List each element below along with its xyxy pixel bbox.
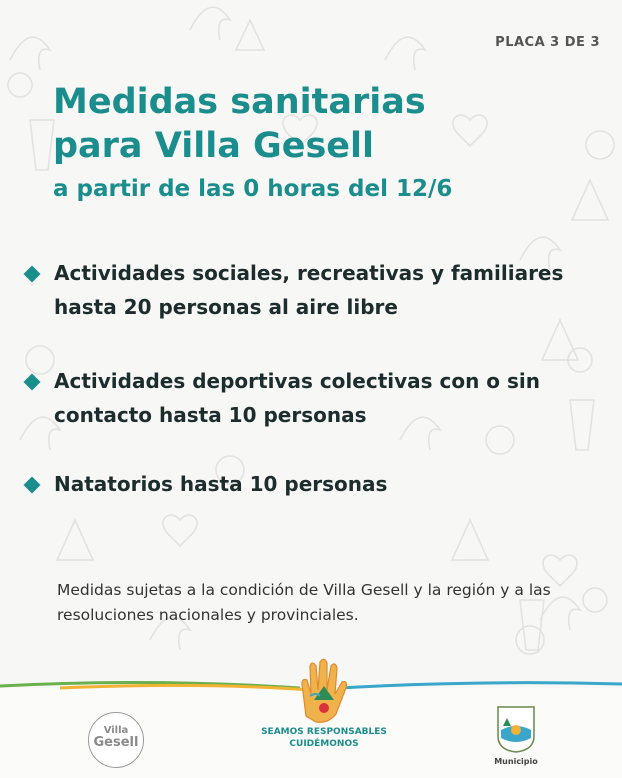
- list-item: [22, 364, 594, 432]
- hand-icon: [296, 656, 352, 726]
- list-item-text: Actividades sociales, recreativas y familiares hasta 20 personas al aire libre: [54, 261, 564, 319]
- slide-counter: PLACA 3 DE 3: [495, 35, 600, 50]
- diamond-bullet-icon: [24, 374, 41, 391]
- campaign-slogan: [260, 726, 388, 750]
- campaign-line-2: CUIDÉMONOS: [289, 739, 359, 749]
- list-item: [22, 467, 594, 501]
- subtitle: a partir de las 0 horas del 12/6: [53, 176, 453, 202]
- diamond-bullet-icon: [24, 477, 41, 494]
- municipio-crest-icon: [495, 704, 537, 754]
- list-item-text: Natatorios hasta 10 personas: [54, 472, 388, 496]
- page-title: [53, 80, 426, 168]
- title-line-2: para Villa Gesell: [53, 126, 375, 166]
- disclaimer-note: Medidas sujetas a la condición de Villa Gesell y la región y a las resoluciones nacionales y provinciales.: [57, 581, 551, 624]
- list-item: [22, 256, 594, 324]
- logo-text-line-2: Gesell: [93, 735, 139, 750]
- villa-gesell-logo: [88, 712, 144, 768]
- diamond-bullet-icon: [24, 266, 41, 283]
- title-line-1: Medidas sanitarias: [53, 82, 426, 122]
- logo-text-line-1: Villa: [103, 725, 129, 736]
- list-item-text: Actividades deportivas colectivas con o sin contacto hasta 10 personas: [54, 369, 541, 427]
- campaign-line-1: SEAMOS RESPONSABLES: [261, 727, 387, 737]
- municipio-label: Municipio: [494, 757, 538, 766]
